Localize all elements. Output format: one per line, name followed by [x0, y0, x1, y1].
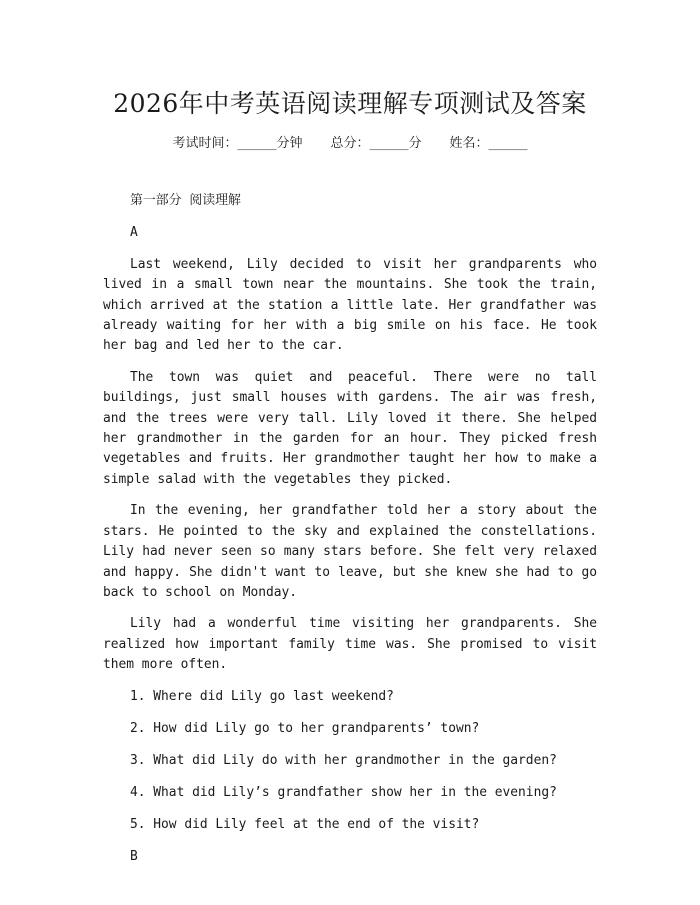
student-name-label: 姓名：______ — [449, 136, 528, 151]
passage-paragraph: In the evening, her grandfather told her a story about the stars. He pointed to the sky and explained the constellations. Lily had never seen so many stars before. She felt very relaxed and happy. She didn't want to leave, but she knew she had to go back to school on Monday. — [103, 503, 597, 600]
total-score-label: 总分：______分 — [330, 136, 422, 151]
passage-paragraph: Last weekend, Lily decided to visit her grandparents who lived in a small town near the mountains. She took the train, which arrived at the station a little late. Her grandfather was already waiting for her with a big smile on his face. He took her bag and led her to the car. — [103, 256, 597, 354]
page-title: 2026年中考英语阅读理解专项测试及答案 — [113, 89, 587, 118]
passage-paragraph: Lily had a wonderful time visiting her grandparents. She realized how important family time was. She promised to visit them more often. — [103, 616, 597, 673]
reading-content — [103, 191, 597, 878]
section-a-label: A — [130, 225, 138, 241]
exam-meta — [0, 132, 700, 151]
question-item: 5. How did Lily feel at the end of the visit? — [130, 816, 480, 832]
exam-time-label: 考试时间：______分钟 — [172, 136, 303, 151]
question-item: 1. Where did Lily go last weekend? — [130, 688, 394, 704]
question-item: 2. How did Lily go to her grandparents’ town? — [130, 720, 480, 736]
part-heading: 第一部分 阅读理解 — [130, 193, 241, 208]
section-b-label: B — [130, 848, 138, 864]
passage-paragraph: The town was quiet and peaceful. There were no tall buildings, just small houses with gardens. The air was fresh, and the trees were very tall. Lily loved it there. She helped her grandmother in the garden for an hour. They picked fresh vegetables and fruits. Her grandmother taught her how to make a simple salad with the vegetables they picked. — [103, 369, 597, 487]
question-item: 3. What did Lily do with her grandmother in the garden? — [130, 752, 557, 768]
question-item: 4. What did Lily’s grandfather show her in the evening? — [130, 784, 557, 800]
